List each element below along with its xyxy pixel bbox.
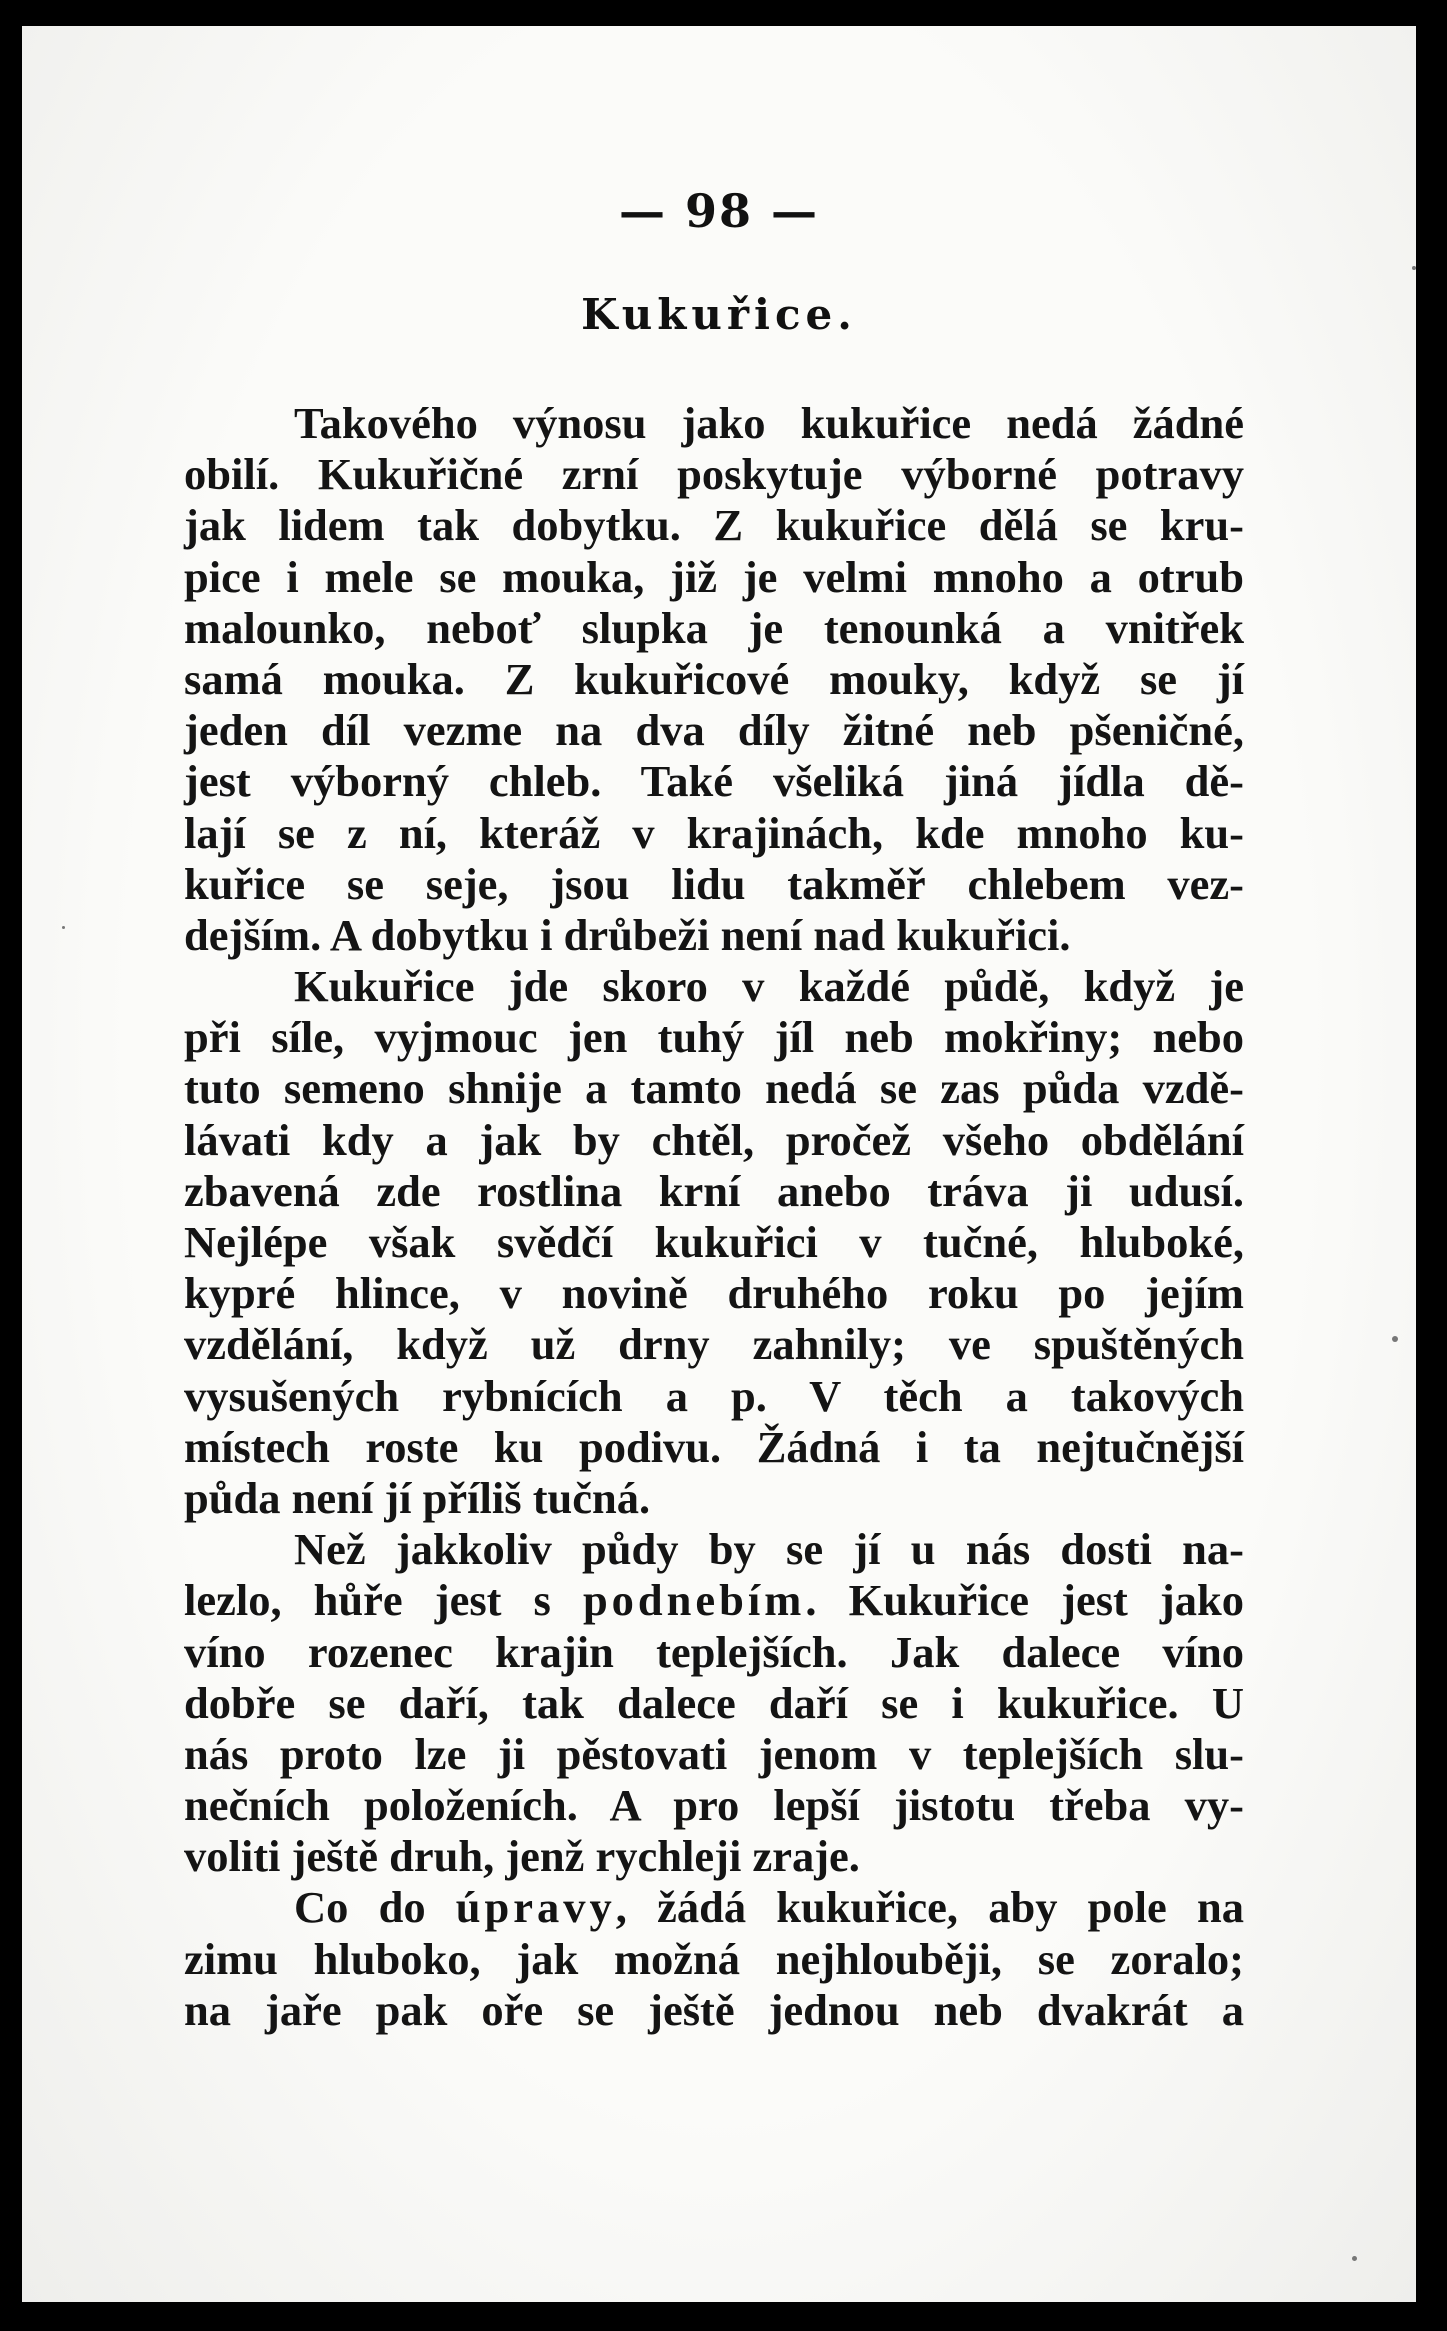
text-line: Co do úpravy, žádá kukuřice, aby pole na [294,1882,1244,1933]
text-line: dejším. A dobytku i drůbeži není nad kukuřici. [184,909,1071,960]
text-line: Než jakkoliv půdy by se jí u nás dosti na- [294,1524,1244,1575]
text-line: jest výborný chleb. Také všeliká jiná jídla dě- [184,756,1244,807]
text-line: tuto semeno shnije a tamto nedá se zas půda vzdě- [184,1063,1244,1114]
text-line: jeden díl vezme na dva díly žitné neb pšeničné, [184,705,1244,756]
text-line: obilí. Kukuřičné zrní poskytuje výborné potravy [184,449,1244,500]
text-line: vzdělání, když už drny zahnily; ve spuštěných [184,1319,1244,1370]
text-line: při síle, vyjmouc jen tuhý jíl neb mokřiny; nebo [184,1012,1244,1063]
text-line: nečních položeních. A pro lepší jistotu třeba vy- [184,1780,1244,1831]
text-line: vysušených rybnících a p. V těch a takových [184,1370,1244,1421]
text-line: půda není jí příliš tučná. [184,1472,651,1523]
paper-speck [62,926,65,929]
text-line: dobře se daří, tak dalece daří se i kukuřice. U [184,1677,1244,1728]
text-line: Nejlépe však svědčí kukuřici v tučné, hluboké, [184,1217,1244,1267]
paper-speck [1412,266,1416,270]
text-line: lají se z ní, kteráž v krajinách, kde mnoho ku- [184,807,1244,858]
spaced-emphasis: podnebím [582,1575,806,1626]
text-line: jak lidem tak dobytku. Z kukuřice dělá se kru- [184,500,1244,551]
text-line: zimu hluboko, jak možná nejhlouběji, se zoralo; [184,1933,1244,1984]
text-line: nás proto lze ji pěstovati jenom v teplejších slu- [184,1728,1244,1779]
text-line: lávati kdy a jak by chtěl, pročež všeho obdělání [184,1114,1244,1165]
text-line: pice i mele se mouka, již je velmi mnoho a otrub [184,551,1244,602]
body-text [184,398,1244,2036]
text-line: kypré hlince, v novině druhého roku po jejím [184,1268,1244,1319]
text-line: voliti ještě druh, jenž rychleji zraje. [184,1831,860,1882]
text-line: víno rozenec krajin teplejších. Jak dalece víno [184,1626,1244,1677]
paper-speck [1352,2256,1357,2261]
text-line: lezlo, hůře jest s podnebím. Kukuřice jest jako [184,1575,1244,1626]
paper-speck [1392,1336,1398,1342]
text-line: malounko, neboť slupka je tenounká a vnitřek [184,602,1244,653]
text-line: místech roste ku podivu. Žádná i ta nejtučnější [184,1421,1244,1472]
text-line: Kukuřice jde skoro v každé půdě, když je [294,961,1244,1012]
text-line: na jaře pak oře se ještě jednou neb dvakrát a [184,1984,1244,2035]
text-line: zbavená zde rostlina krní anebo tráva ji udusí. [184,1165,1244,1216]
text-line: kuřice se seje, jsou lidu takměř chlebem vez- [184,858,1244,909]
spaced-emphasis: úpravy [455,1882,616,1933]
text-line: samá mouka. Z kukuřicové mouky, když se jí [184,653,1244,704]
text-line: Takového výnosu jako kukuřice nedá žádné [294,398,1244,448]
book-page [22,26,1416,2302]
section-title: Kukuřice. [581,290,857,339]
page-number: — 98 — [618,184,820,238]
